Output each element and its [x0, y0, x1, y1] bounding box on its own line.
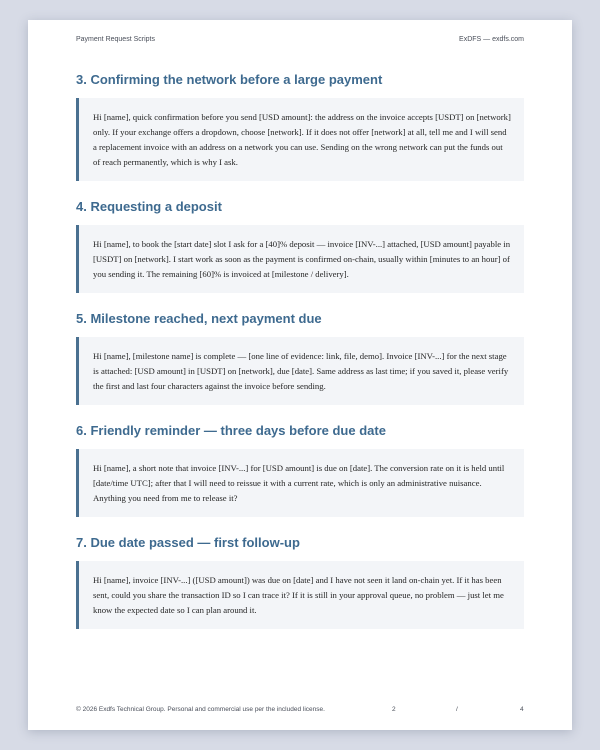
- script-box: Hi [name], invoice [INV-...] ([USD amount]) was due on [date] and I have not seen it land on-chain yet. If it has been sent, could you share the transaction ID so I can trace it? If it is still in your approval queue, no problem — just let me know the expected date so I can plan around it.: [76, 561, 524, 629]
- section-title: 5. Milestone reached, next payment due: [76, 311, 322, 326]
- section-6: [76, 423, 524, 517]
- page-header: [76, 36, 524, 43]
- page-number-total: 4: [520, 706, 524, 713]
- section-3: [76, 72, 524, 181]
- script-box: Hi [name], a short note that invoice [INV-...] for [USD amount] is due on [date]. The conversion rate on it is held until [date/time UTC]; after that I will need to reissue it with a current rate, which is only an administrative nuisance. Anything you need from me to release it?: [76, 449, 524, 517]
- section-title: 6. Friendly reminder — three days before due date: [76, 423, 386, 438]
- section-title: 4. Requesting a deposit: [76, 199, 222, 214]
- section-5: [76, 311, 524, 405]
- section-4: [76, 199, 524, 293]
- script-box: Hi [name], to book the [start date] slot I ask for a [40]% deposit — invoice [INV-...] attached, [USD amount] payable in [USDT] on [network]. I start work as soon as the payment is confirmed on-chain, usually within [minutes to an hour] of you sending it. The remaining [60]% is invoiced at [milestone / delivery].: [76, 225, 524, 293]
- header-site: ExDFS — exdfs.com: [459, 36, 524, 43]
- script-box: Hi [name], quick confirmation before you send [USD amount]: the address on the invoice accepts [USDT] on [network] only. If your exchange offers a dropdown, choose [network]. If it does not offer [network] at all, tell me and I will send a replacement invoice with an address on a network you can use. Sending on the wrong network can put the funds out of reach permanently, which is why I ask.: [76, 98, 524, 181]
- page-number-current: 2: [392, 706, 396, 713]
- page-number-separator: /: [456, 706, 458, 713]
- section-title: 3. Confirming the network before a large payment: [76, 72, 383, 87]
- page-content: [76, 72, 524, 647]
- document-page: [28, 20, 572, 730]
- section-title: 7. Due date passed — first follow-up: [76, 535, 300, 550]
- footer-copyright: © 2026 Exdfs Technical Group. Personal and commercial use per the included license.: [76, 706, 325, 713]
- section-7: [76, 535, 524, 629]
- script-box: Hi [name], [milestone name] is complete — [one line of evidence: link, file, demo]. Invoice [INV-...] for the next stage is attached: [USD amount] in [USDT] on [network], due [date]. Same address as last time; if you saved it, please verify the first and last four characters against the invoice before sending.: [76, 337, 524, 405]
- header-title: Payment Request Scripts: [76, 36, 155, 43]
